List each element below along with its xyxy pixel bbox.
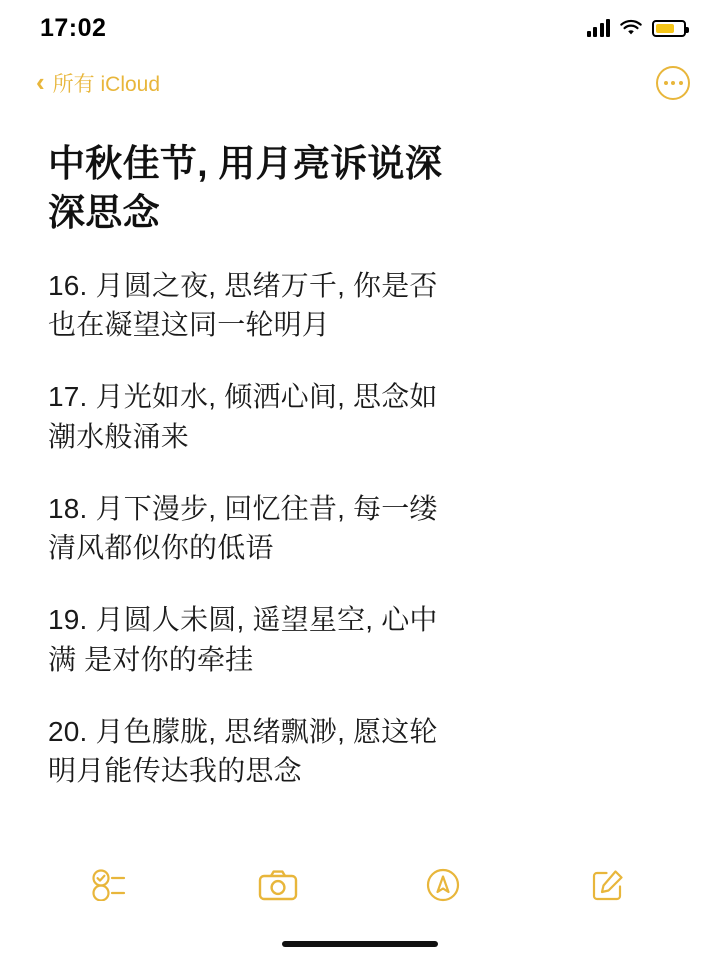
- back-button-label: 所有 iCloud: [52, 73, 161, 96]
- note-line: 16. 月圆之夜, 思绪万千, 你是否也在凝望这同一轮明月: [48, 269, 438, 341]
- bottom-toolbar: [0, 842, 720, 928]
- checklist-icon[interactable]: [83, 859, 143, 911]
- status-time: 17:02: [40, 13, 107, 42]
- note-line: 18. 月下漫步, 回忆往昔, 每一缕清风都似你的低语: [48, 492, 438, 564]
- status-bar: [0, 0, 720, 56]
- more-ellipsis-icon[interactable]: [656, 66, 690, 100]
- cellular-signal-icon: [587, 19, 611, 37]
- camera-icon[interactable]: [248, 859, 308, 911]
- note-title: 中秋佳节, 用月亮诉说深深思念: [48, 143, 443, 233]
- note-line: 17. 月光如水, 倾洒心间, 思念如潮水般涌来: [48, 381, 438, 452]
- status-indicators: [587, 19, 687, 37]
- back-button[interactable]: [36, 68, 160, 98]
- note-line: 19. 月圆人未圆, 遥望星空, 心中满 是对你的牵挂: [48, 604, 438, 675]
- note-line: 20. 月色朦胧, 思绪飘渺, 愿这轮明月能传达我的思念: [48, 715, 438, 787]
- note-content[interactable]: [0, 122, 720, 842]
- home-indicator[interactable]: [282, 941, 438, 947]
- background-faded-row: [0, 110, 720, 122]
- home-indicator-area: [0, 928, 720, 960]
- chevron-left-icon: ‹: [36, 67, 45, 97]
- compose-icon[interactable]: [578, 859, 638, 911]
- markup-pen-icon[interactable]: [413, 859, 473, 911]
- battery-icon: [652, 20, 686, 37]
- navigation-bar: [0, 56, 720, 110]
- wifi-icon: [619, 19, 643, 37]
